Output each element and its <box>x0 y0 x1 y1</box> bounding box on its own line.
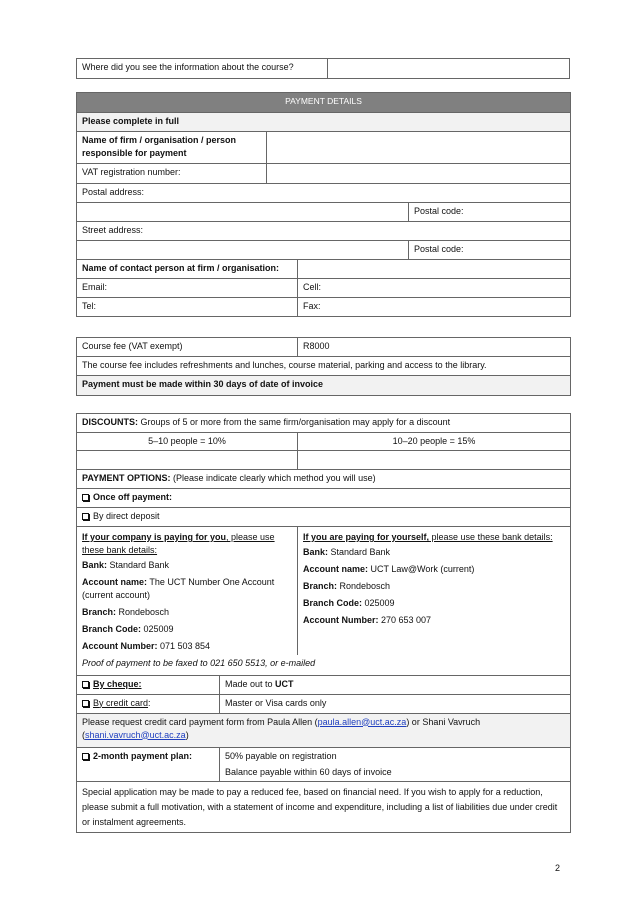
company-branch-value: Rondebosch <box>116 607 170 617</box>
firm-field[interactable] <box>267 132 571 164</box>
company-branch-code-label: Branch Code: <box>82 624 142 634</box>
payment-details-table <box>76 92 571 317</box>
page-number: 2 <box>555 863 561 873</box>
company-account-name-label: Account name: <box>82 577 148 587</box>
self-branch-label: Branch: <box>303 581 338 591</box>
cheque-checkbox-icon[interactable] <box>82 681 89 688</box>
payment-deadline: Payment must be made within 30 days of date of invoice <box>77 376 571 396</box>
discount-tier-1-field[interactable] <box>77 451 298 470</box>
self-branch-code-value: 025009 <box>362 598 395 608</box>
self-bank-value: Standard Bank <box>328 547 391 557</box>
info-source-question: Where did you see the information about the course? <box>77 59 328 79</box>
contact-person-label: Name of contact person at firm / organisation: <box>77 260 298 279</box>
cheque-value-bold: UCT <box>275 678 294 689</box>
direct-deposit-checkbox-icon[interactable] <box>82 513 89 520</box>
shani-open: ( <box>82 729 85 740</box>
company-heading-rest: , please use these bank details: <box>82 532 275 555</box>
discount-tier-1: 5–10 people = 10% <box>77 433 298 451</box>
street-address-field[interactable] <box>77 241 409 260</box>
credit-card-checkbox-icon[interactable] <box>82 700 89 707</box>
payment-plan-checkbox-icon[interactable] <box>82 753 89 760</box>
postal-address-field[interactable] <box>77 203 409 222</box>
discounts-row <box>77 414 571 433</box>
firm-label: Name of firm / organisation / person responsible for payment <box>77 132 267 164</box>
cheque-value <box>220 675 571 694</box>
contact-person-field[interactable] <box>298 260 571 279</box>
self-account-number-value: 270 653 007 <box>378 615 432 625</box>
company-account-name-value: The UCT Number One Account (current account) <box>82 577 275 600</box>
special-application-note: Special application may be made to pay a reduced fee, based on financial need. If you wish to apply for a reduction, please submit a full motivation, with a statement of income and expenditure, including a list of liabilities due under credit or instalment agreements. <box>77 781 571 832</box>
direct-deposit-option[interactable] <box>77 508 571 527</box>
postal-address-label: Postal address: <box>77 184 571 203</box>
discount-tier-2-field[interactable] <box>298 451 571 470</box>
cheque-value-pre: Made out to <box>225 678 276 689</box>
payment-plan-line-2: Balance payable within 60 days of invoice <box>225 766 392 777</box>
company-branch-label: Branch: <box>82 607 117 617</box>
once-off-label: Once off payment: <box>93 492 173 502</box>
credit-card-label: By credit card <box>93 697 149 708</box>
info-source-table <box>76 58 570 79</box>
payment-plan-option[interactable] <box>77 747 220 781</box>
proof-of-payment-note: Proof of payment to be faxed to 021 650 5513, or e-mailed <box>77 655 571 675</box>
payment-plan-line-1: 50% payable on registration <box>225 750 337 761</box>
payment-plan-label: 2-month payment plan: <box>93 750 193 761</box>
payment-plan-details <box>220 747 571 781</box>
credit-card-value: Master or Visa cards only <box>220 694 571 713</box>
street-address-label: Street address: <box>77 222 571 241</box>
course-fee-includes: The course fee includes refreshments and lunches, course material, parking and access to the library. <box>77 357 571 376</box>
vat-field[interactable] <box>267 164 571 184</box>
self-branch-code-label: Branch Code: <box>303 598 363 608</box>
company-bank-details <box>77 527 298 656</box>
company-heading-bold: If your company is paying for you <box>82 532 227 542</box>
info-source-answer-field[interactable] <box>328 59 570 79</box>
self-account-number-label: Account Number: <box>303 615 379 625</box>
credit-note-mid: ) or Shani Vavruch <box>406 716 481 727</box>
complete-note: Please complete in full <box>77 113 571 132</box>
payment-details-header: PAYMENT DETAILS <box>77 93 571 113</box>
postal-code-label[interactable]: Postal code: <box>409 203 571 222</box>
cell-label[interactable]: Cell: <box>298 279 571 298</box>
self-heading-bold: If you are paying for yourself, <box>303 532 430 542</box>
course-fee-label: Course fee (VAT exempt) <box>77 338 298 357</box>
credit-card-colon: : <box>148 697 151 708</box>
direct-deposit-label: By direct deposit <box>93 511 160 521</box>
payment-options-title: PAYMENT OPTIONS: <box>82 473 171 483</box>
tel-label[interactable]: Tel: <box>77 298 298 317</box>
shani-email-link[interactable]: shani.vavruch@uct.ac.za <box>85 729 186 740</box>
cheque-option[interactable] <box>77 675 220 694</box>
street-code-label[interactable]: Postal code: <box>409 241 571 260</box>
once-off-checkbox-icon[interactable] <box>82 494 89 501</box>
discounts-text: Groups of 5 or more from the same firm/organisation may apply for a discount <box>138 417 451 427</box>
company-bank-value: Standard Bank <box>107 560 170 570</box>
company-bank-label: Bank: <box>82 560 108 570</box>
vat-label: VAT registration number: <box>77 164 267 184</box>
company-branch-code-value: 025009 <box>141 624 174 634</box>
credit-card-note <box>77 713 571 747</box>
paula-email-link[interactable]: paula.allen@uct.ac.za <box>317 716 407 727</box>
discount-tier-2: 10–20 people = 15% <box>298 433 571 451</box>
self-bank-details <box>298 527 571 656</box>
self-account-name-label: Account name: <box>303 564 369 574</box>
self-heading-rest: please use these bank details: <box>429 532 553 542</box>
credit-note-pre: Please request credit card payment form from Paula Allen ( <box>82 716 318 727</box>
once-off-option[interactable] <box>77 489 571 508</box>
course-fee-value: R8000 <box>298 338 571 357</box>
email-label[interactable]: Email: <box>77 279 298 298</box>
credit-card-option[interactable] <box>77 694 220 713</box>
cheque-label: By cheque: <box>93 678 142 689</box>
self-account-name-value: UCT Law@Work (current) <box>368 564 475 574</box>
fax-label[interactable]: Fax: <box>298 298 571 317</box>
self-branch-value: Rondebosch <box>337 581 391 591</box>
discounts-title: DISCOUNTS: <box>82 417 138 427</box>
self-bank-label: Bank: <box>303 547 329 557</box>
payment-options-text: (Please indicate clearly which method you will use) <box>170 473 376 483</box>
shani-close: ) <box>185 729 189 740</box>
company-account-number-value: 071 503 854 <box>157 641 211 651</box>
company-account-number-label: Account Number: <box>82 641 158 651</box>
discounts-options-table <box>76 413 571 833</box>
payment-options-row <box>77 470 571 489</box>
course-fee-table <box>76 337 571 396</box>
